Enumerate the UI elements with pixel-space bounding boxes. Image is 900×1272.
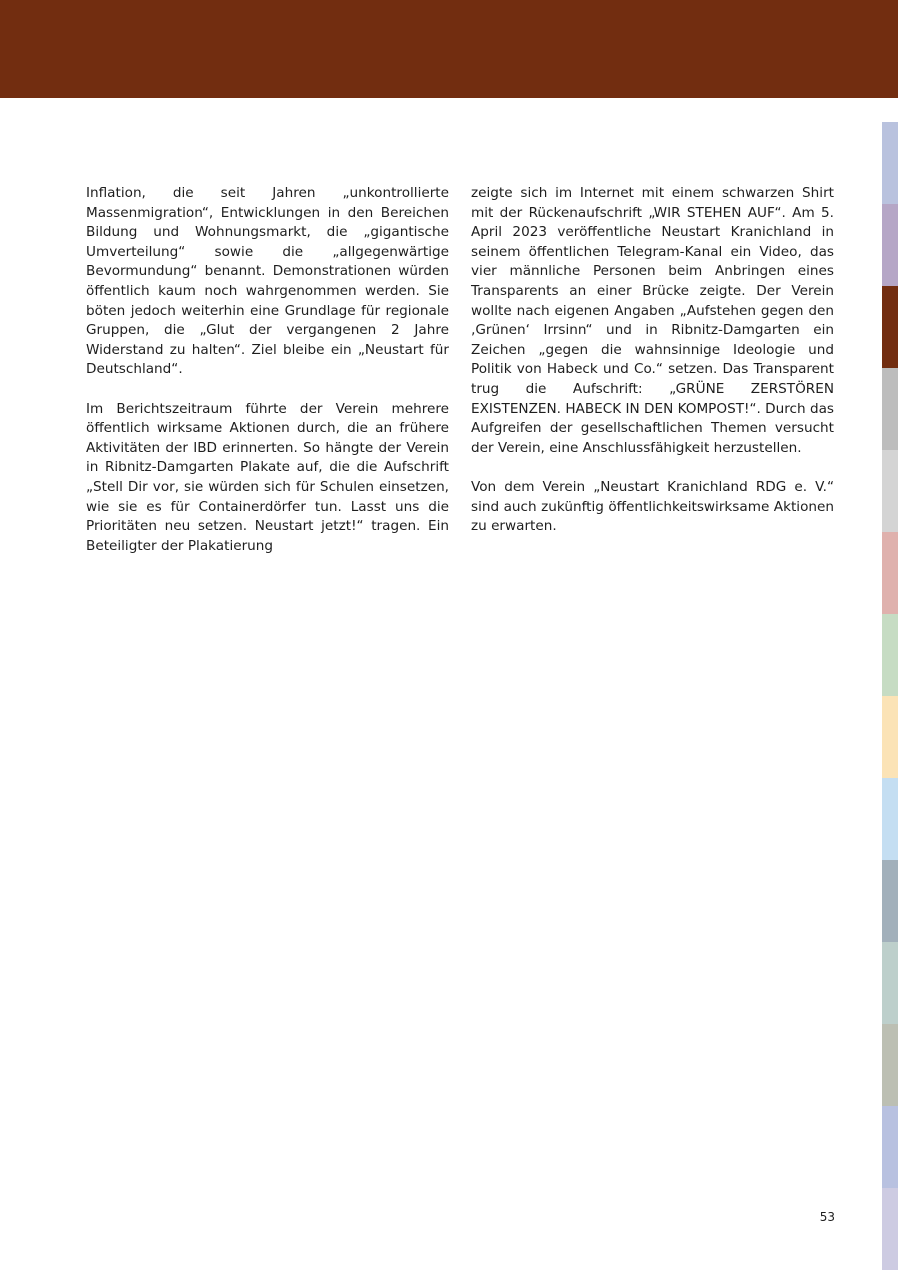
chapter-tab (882, 778, 898, 860)
chapter-tab (882, 204, 898, 286)
header-band (0, 0, 898, 98)
chapter-tab (882, 696, 898, 778)
page-number: 53 (819, 1210, 835, 1224)
chapter-tab (882, 614, 898, 696)
chapter-tab (882, 122, 898, 204)
chapter-tab (882, 860, 898, 942)
chapter-tab (882, 1024, 898, 1106)
paragraph: zeigte sich im Internet mit einem schwarzen Shirt mit der Rückenaufschrift „WIR STEHEN AUF“. Am 5. April 2023 veröffentliche Neustart Kranichland in seinem öffentlichen Telegram-Kanal ein Video, das vier männliche Personen beim Anbringen eines Transparents an einer Brücke zeigte. Der Verein wollte nach eigenen Angaben „Aufstehen gegen den ‚Grünen‘ Irrsinn“ und in Ribnitz-Damgarten ein Zeichen „gegen die wahnsinnige Ideologie und Politik von Habeck und Co.“ setzen. Das Transparent trug die Aufschrift: „GRÜNE ZERSTÖREN EXISTENZEN. HABECK IN DEN KOMPOST!“. Durch das Aufgreifen der gesellschaftlichen Themen versucht der Verein, eine Anschlussfähigkeit herzustellen. (471, 185, 834, 456)
chapter-tab (882, 368, 898, 450)
chapter-tab (882, 942, 898, 1024)
chapter-tab (882, 1106, 898, 1188)
chapter-tab (882, 286, 898, 368)
paragraph: Im Berichtszeitraum führte der Verein mehrere öffentlich wirksame Aktionen durch, die an frühere Aktivitäten der IBD erinnerten. So hängte der Verein in Ribnitz-Damgarten Plakate auf, die die Aufschrift „Stell Dir vor, sie würden sich für Schulen einsetzen, wie sie es für Containerdörfer tun. Lasst uns die Prioritäten neu setzen. Neustart jetzt!“ tragen. Ein Beteiligter der Plakatierung (86, 400, 449, 554)
text-column-right (471, 184, 834, 556)
paragraph: Inflation, die seit Jahren „unkontrollierte Massenmigration“, Entwicklungen in den Bereichen Bildung und Wohnungsmarkt, die „gigantische Umverteilung“ sowie die „allgegenwärtige Bevormundung“ benannt. Demonstrationen würden öffentlich kaum noch wahrgenommen werden. Sie böten jedoch weiterhin eine Grundlage für regionale Gruppen, die „Glut der vergangenen 2 Jahre Widerstand zu halten“. Ziel bleibe ein „Neustart für Deutschland“. (86, 185, 449, 378)
chapter-tab (882, 532, 898, 614)
chapter-tab (882, 1188, 898, 1270)
text-column-left (86, 184, 449, 576)
paragraph: Von dem Verein „Neustart Kranichland RDG e. V.“ sind auch zukünftig öffentlichkeitswirksame Aktionen zu erwarten. (471, 478, 834, 535)
chapter-tab (882, 450, 898, 532)
chapter-tabs (882, 122, 898, 1270)
